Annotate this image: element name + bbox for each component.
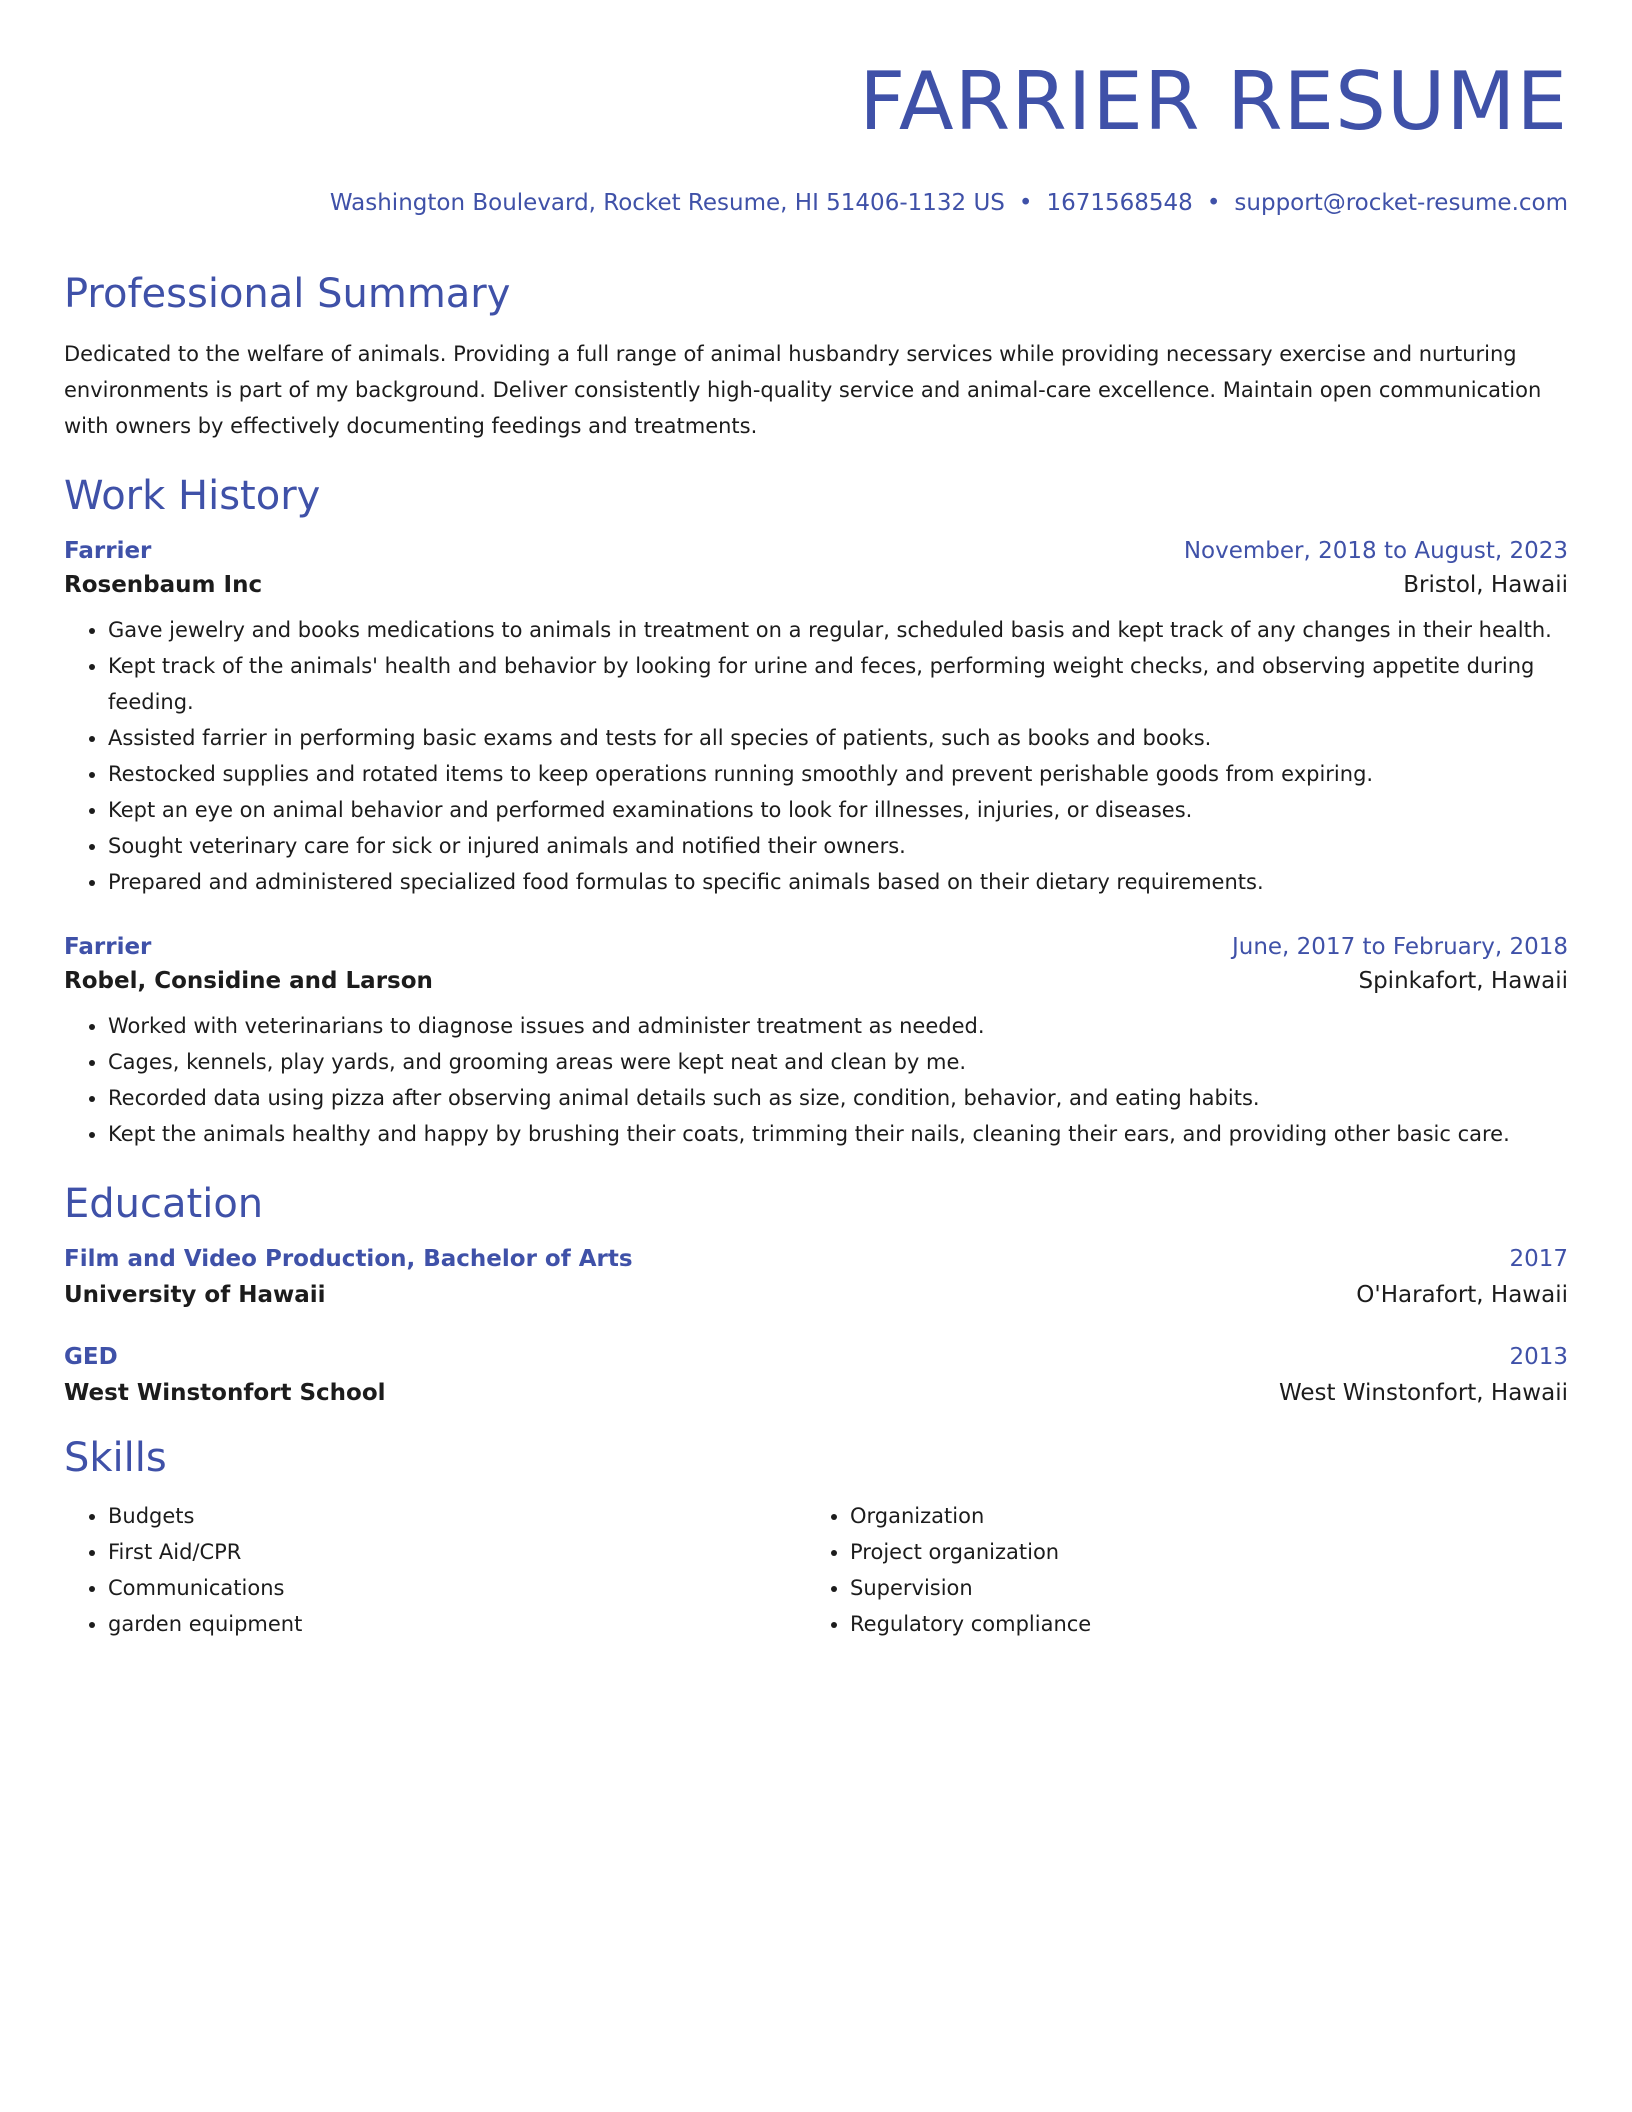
education-entry [64, 1344, 1568, 1406]
skills-list [64, 1498, 1568, 1642]
list-item: • Prepared and administered specialized food formulas to specific animals based on their dietary requirements. [108, 864, 1568, 900]
skills-column-right [806, 1498, 1548, 1642]
contact-address: Washington Boulevard, Rocket Resume, HI 51406-1132 US [329, 190, 1005, 216]
school-name: West Winstonfort School [64, 1379, 386, 1406]
contact-separator: • [1018, 190, 1033, 216]
degree-name: Film and Video Production, Bachelor of Arts [64, 1245, 633, 1272]
graduation-year: 2013 [1509, 1343, 1568, 1370]
list-item: • Kept an eye on animal behavior and performed examinations to look for illnesses, injuries, or diseases. [108, 792, 1568, 828]
resume-title: FARRIER RESUME [859, 55, 1568, 148]
list-item: • Regulatory compliance [850, 1606, 1548, 1642]
company-name: Robel, Considine and Larson [64, 967, 433, 994]
list-item: • Kept track of the animals' health and behavior by looking for urine and feces, performing weight checks, and observing appetite during feeding. [108, 648, 1568, 720]
school-location: West Winstonfort, Hawaii [1278, 1379, 1568, 1406]
list-item: • Assisted farrier in performing basic exams and tests for all species of patients, such as books and books. [108, 720, 1568, 756]
list-item: • Restocked supplies and rotated items to keep operations running smoothly and prevent perishable goods from expiring. [108, 756, 1568, 792]
contact-phone: 1671568548 [1046, 190, 1193, 216]
list-item: • garden equipment [108, 1606, 806, 1642]
job-title: Farrier [64, 933, 152, 960]
list-item: • Organization [850, 1498, 1548, 1534]
job-entry [64, 538, 1568, 900]
contact-email: support@rocket-resume.com [1234, 190, 1568, 216]
list-item: • Project organization [850, 1534, 1548, 1570]
company-name: Rosenbaum Inc [64, 571, 263, 598]
school-name: University of Hawaii [64, 1281, 326, 1308]
summary-text: Dedicated to the welfare of animals. Providing a full range of animal husbandry services while providing necessary exercise and nurturing environments is part of my background. Deliver consistently high-quality service and animal-care excellence. Maintain open communication with owners by effectively documenting feedings and treatments. [64, 341, 1542, 438]
school-location: O'Harafort, Hawaii [1356, 1281, 1568, 1308]
graduation-year: 2017 [1509, 1245, 1568, 1272]
summary-heading: Professional Summary [64, 270, 511, 317]
list-item: • First Aid/CPR [108, 1534, 806, 1570]
job-dates: November, 2018 to August, 2023 [1183, 537, 1568, 564]
list-item: • Cages, kennels, play yards, and grooming areas were kept neat and clean by me. [108, 1044, 1568, 1080]
job-entry [64, 934, 1568, 1152]
list-item: • Recorded data using pizza after observing animal details such as size, condition, behavior, and eating habits. [108, 1080, 1568, 1116]
job-duties [64, 1008, 1568, 1152]
skills-heading: Skills [64, 1434, 167, 1481]
list-item: • Kept the animals healthy and happy by brushing their coats, trimming their nails, cleaning their ears, and providing other basic care. [108, 1116, 1568, 1152]
skills-column-left [64, 1498, 806, 1642]
job-location: Spinkafort, Hawaii [1358, 967, 1568, 994]
list-item: • Budgets [108, 1498, 806, 1534]
list-item: • Worked with veterinarians to diagnose issues and administer treatment as needed. [108, 1008, 1568, 1044]
list-item: • Supervision [850, 1570, 1548, 1606]
list-item: • Gave jewelry and books medications to animals in treatment on a regular, scheduled basis and kept track of any changes in their health. [108, 612, 1568, 648]
job-location: Bristol, Hawaii [1403, 571, 1568, 598]
list-item: • Sought veterinary care for sick or injured animals and notified their owners. [108, 828, 1568, 864]
job-dates: June, 2017 to February, 2018 [1231, 933, 1568, 960]
list-item: • Communications [108, 1570, 806, 1606]
education-entry [64, 1246, 1568, 1308]
education-heading: Education [64, 1180, 264, 1227]
job-duties [64, 612, 1568, 900]
work-history-heading: Work History [64, 472, 321, 519]
degree-name: GED [64, 1343, 118, 1370]
job-title: Farrier [64, 537, 152, 564]
contact-separator: • [1206, 190, 1221, 216]
contact-line [64, 190, 1568, 218]
